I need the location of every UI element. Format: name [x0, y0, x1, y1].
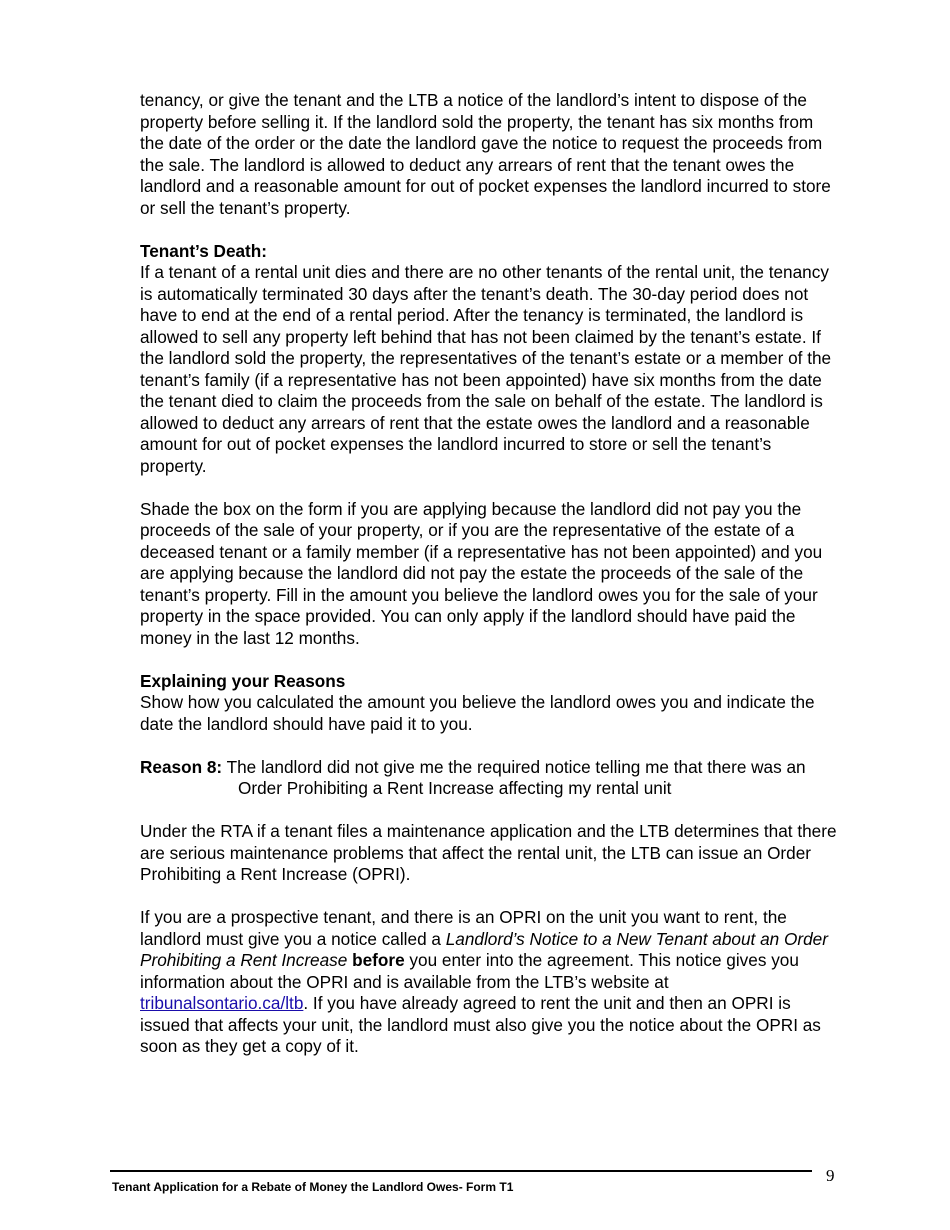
footer-divider [110, 1170, 812, 1172]
footer-form-title: Tenant Application for a Rebate of Money the Landlord Owes- Form T1 [112, 1180, 514, 1194]
paragraph-property-sale: tenancy, or give the tenant and the LTB a notice of the landlord’s intent to dispose of the property before selling it. If the landlord sold the property, the tenant has six months from the date of the order or the date the landlord gave the notice to request the proceeds from the sale. The landlord is allowed to deduct any arrears of rent that the tenant owes the landlord and a reasonable amount for out of pocket expenses the landlord incurred to store or sell the tenant’s property. [140, 90, 831, 218]
reason-8-label: Reason 8: [140, 756, 223, 777]
prospective-text-3: . If you have already agreed to rent the unit and then an OPRI is issued that affects your unit, the landlord must also give you the notice about the OPRI as soon as they get a copy of it. [140, 993, 821, 1056]
heading-tenants-death: Tenant’s Death: [140, 240, 268, 261]
reason-8-text: The landlord did not give me the required notice telling me that there was an Order Prohibiting a Rent Increase affecting my rental unit [222, 756, 806, 798]
paragraph-rta-opri: Under the RTA if a tenant files a maintenance application and the LTB determines that there are serious maintenance problems that affect the rental unit, the LTB can issue an Order Prohibiting a Rent Increase (OPRI). [140, 821, 837, 884]
ltb-website-link[interactable]: tribunalsontario.ca/ltb [140, 993, 304, 1013]
prospective-text-2: you enter into the agreement. This notice gives you information about the OPRI and is available from the LTB’s website at [140, 950, 799, 992]
paragraph-explaining-reasons: Show how you calculated the amount you believe the landlord owes you and indicate the date the landlord should have paid it to you. [140, 692, 815, 734]
before-emphasis: before [352, 950, 405, 970]
paragraph-prospective-tenant [140, 907, 840, 1058]
paragraph-shade-box: Shade the box on the form if you are applying because the landlord did not pay you the proceeds of the sale of your property, or if you are the representative of the estate of a deceased tenant or a family member (if a representative has not been appointed) and you are applying because the landlord did not pay the estate the proceeds of the sale of the tenant’s property. Fill in the amount you believe the landlord owes you for the sale of your property in the space provided. You can only apply if the landlord should have paid the money in the last 12 months. [140, 498, 823, 648]
reason-8 [140, 757, 840, 800]
paragraph-tenants-death: If a tenant of a rental unit dies and there are no other tenants of the rental unit, the tenancy is automatically terminated 30 days after the tenant’s death. The 30-day period does not have to end at the end of a rental period. After the tenancy is terminated, the landlord is allowed to sell any property left behind that has not been claimed by the tenant’s estate. If the landlord sold the property, the representatives of the tenant’s estate or a member of the tenant’s family (if a representative has not been appointed) have six months from the date the tenant died to claim the proceeds from the sale on behalf of the estate. The landlord is allowed to deduct any arrears of rent that the estate owes the landlord and a reasonable amount for out of pocket expenses the landlord incurred to store or sell the tenant’s property. [140, 262, 832, 476]
heading-explaining-reasons: Explaining your Reasons [140, 670, 346, 691]
prospective-text-1: If you are a prospective tenant, and there is an OPRI on the unit you want to rent, the landlord must give you a notice called a [140, 907, 787, 949]
page-number: 9 [826, 1166, 835, 1185]
notice-title: Landlord’s Notice to a New Tenant about an Order Prohibiting a Rent Increase [140, 928, 828, 970]
document-body [140, 90, 840, 1058]
